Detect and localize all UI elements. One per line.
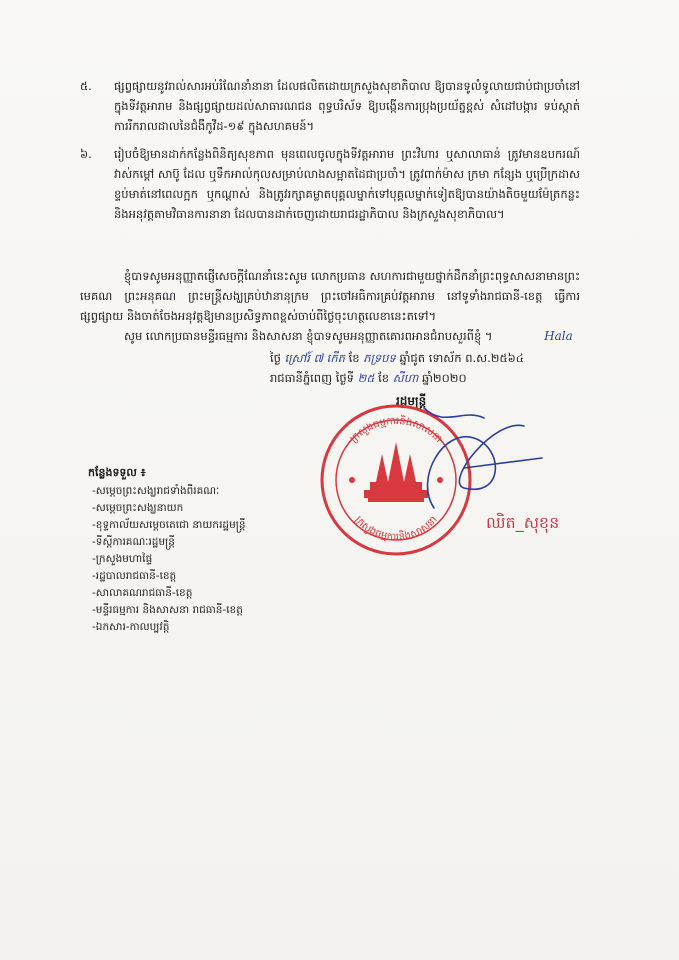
recipients-list <box>88 464 308 636</box>
closing-text: សូម លោកប្រធានមន្ទីរធម្មការ និងសាសនា ខ្ញុំបាទសូមអនុញ្ញាតគោរពអានជំរាបសួរពីខ្ញុំ ។ <box>124 329 493 343</box>
lunar-date-line <box>270 348 590 368</box>
date-suffix: ឆ្នាំជូត ទោស័ក ព.ស.២៥៦៤ <box>399 351 524 365</box>
date-hand-day: ២៥ <box>357 371 375 385</box>
item-text: រៀបចំឱ្យមានដាក់កន្លែងពិនិត្យសុខភាព មុនពេលចូលក្នុងទីវត្តអារាម ព្រះវិហារ ឬសាលាធាន់ ត្រូវមានឧបករណ៍វាស់កម្ដៅ សាប៊ូ ដែល ឬទឹកអាល់កុលសម្រាប់លាងសម្អាតដៃជាប្រចាំ។ ត្រូវពាក់ម៉ាស ក្រមា កន្សែង ឬប្រើក្រដាសខ្ទប់មាត់នៅពេលក្អក ឬកណ្ដាស់ និងត្រូវរក្សាគម្លាតបុគ្គលម្នាក់ទៅបុគ្គលម្នាក់ទៀតឱ្យបានយ៉ាងតិចមួយម៉ែត្រកន្លះ និងអនុវត្តតាមវិធានការនានា ដែលបានដាក់ចេញដោយរាជរដ្ឋាភិបាល និងក្រសួងសុខាភិបាល។ <box>114 147 580 221</box>
list-item: -រដ្ឋបាលរាជធានី-ខេត្ត <box>92 570 177 582</box>
date-prefix: រាជធានីភ្នំពេញ ថ្ងៃទី <box>270 371 354 385</box>
list-item: -មន្ទីរធម្មការ និងសាសនា រាជធានី-ខេត្ត <box>92 604 243 616</box>
solar-date-line <box>270 368 590 388</box>
seal-top-text: ក្រសួងធម្មការនិងសាសនា <box>348 415 444 446</box>
closing-paragraph <box>80 326 580 346</box>
list-item-6 <box>80 144 580 224</box>
list-item: -សម្ដេចព្រះសង្ឃនាយក <box>92 502 184 514</box>
initial-handwriting: Hala <box>544 329 573 343</box>
list-item: -ក្រសួងមហាផ្ទៃ <box>92 553 153 565</box>
signature-stroke-icon <box>404 398 544 518</box>
signatory-name: ឈិត_សុខុន <box>486 513 560 532</box>
svg-text:ក្រសួងធម្មការនិងសាសនា <box>352 514 439 543</box>
signer-title: រដ្ឋមន្ត្រី <box>396 394 427 408</box>
date-hand-day: ស្រៅរ៍ ៧ កើត <box>284 351 345 365</box>
date-prefix: ថ្ងៃ <box>270 351 281 365</box>
list-item: -ទីស្ដីការគណៈរដ្ឋមន្ត្រី <box>92 536 175 548</box>
seal-bottom-text: ក្រសួងធម្មការនិងសាសនា <box>352 514 440 544</box>
list-item: -សម្ដេចព្រះសង្ឃរាជទាំងពីរគណៈ <box>92 485 220 497</box>
date-hand-month: ភទ្របទ <box>363 351 396 365</box>
list-item: -សាលាគណរាជធានី-ខេត្ត <box>92 587 193 599</box>
date-hand-month: សីហា <box>392 371 419 385</box>
list-item: -ឯកសារ-កាលប្បវត្តិ <box>92 621 170 633</box>
body-paragraph-request: ខ្ញុំបាទសូមអនុញ្ញាតផ្ញើសេចក្ដីណែនាំនេះសូម លោកប្រធាន សហការជាមួយថ្នាក់ដឹកនាំព្រះពុទ្ធសាសនាមានព្រះមេគណ ព្រះអនុគណ ព្រះមន្ត្រីសង្ឃគ្រប់ឋានានុក្រម ព្រះចៅអធិការគ្រប់វត្តអារាម នៅទូទាំងរាជធានី-ខេត្ត ធ្វើការផ្សព្វផ្សាយ និងចាត់ចែងអនុវត្តឱ្យមានប្រសិទ្ធភាពខ្ពស់ចាប់ពីថ្ងៃចុះហត្ថលេខានេះតទៅ។ <box>80 269 580 323</box>
date-mid: ខែ <box>378 371 390 385</box>
item-number: ៦. <box>80 147 92 161</box>
list-item: -ខុទ្ទកាល័យសម្ដេចតេជោ នាយករដ្ឋមន្ត្រី <box>92 519 246 531</box>
date-mid: ខែ <box>348 351 360 365</box>
item-text: ផ្សព្វផ្សាយនូវរាល់សារអប់រំណែនាំនានា ដែលផលិតដោយក្រសួងសុខាភិបាល ឱ្យបានទូលំទូលាយជាប់ជាប្រចាំនៅក្នុងទីវត្តអារាម និងផ្សព្វផ្សាយដល់សាធារណជន ពុទ្ធបរិស័ទ ឱ្យបង្កើនការប្រុងប្រយ័ត្នខ្ពស់ សំដៅបង្ការ ទប់ស្កាត់ការរីករាលដាលនៃជំងឺកូវីដ-១៩ ក្នុងសហគមន៍។ <box>114 79 580 133</box>
item-number: ៥. <box>80 79 92 93</box>
recipients-heading: កន្លែងទទួល ៖ <box>88 466 146 479</box>
list-item-5 <box>80 76 580 136</box>
date-suffix: ឆ្នាំ២០២០ <box>421 371 467 385</box>
